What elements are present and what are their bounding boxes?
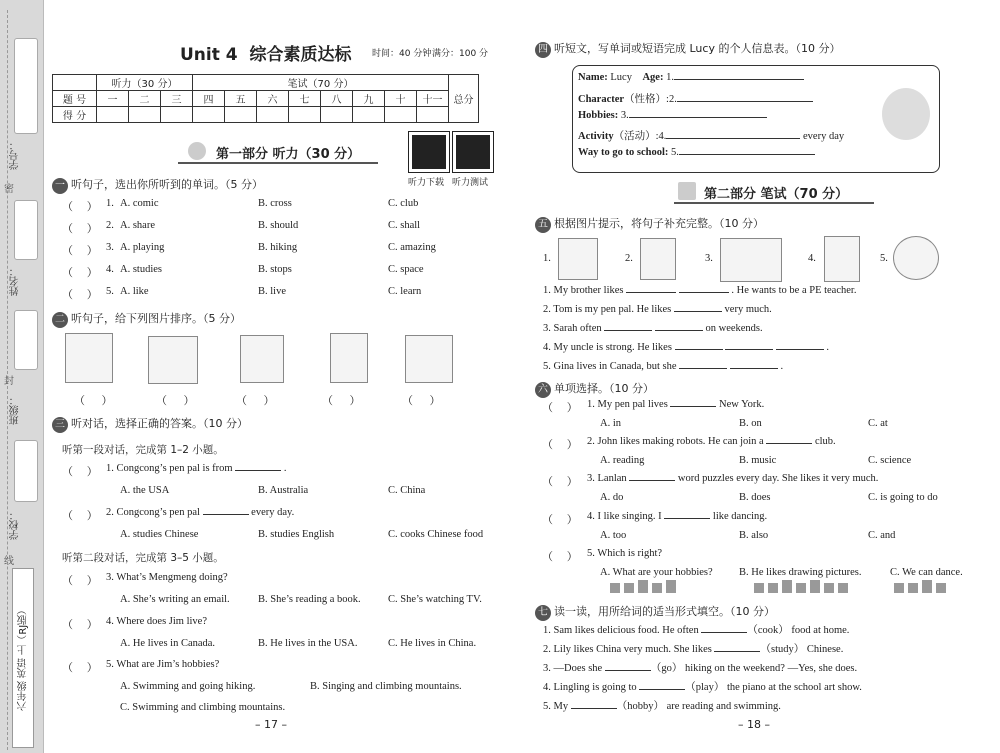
blank-field[interactable] <box>677 101 813 102</box>
student-id-field[interactable] <box>14 38 38 134</box>
question-stem: 3. What’s Mengmeng doing? <box>106 572 228 583</box>
question-stem: 2. Congcong’s pen pal every day. <box>106 507 295 518</box>
picture-man <box>824 236 860 282</box>
option-b: B. should <box>258 220 299 231</box>
option-a: A. share <box>120 220 155 231</box>
option-a: A. studies <box>120 264 162 275</box>
option-a: A. reading <box>600 455 645 466</box>
unit-title: Unit 4 综合素质达标 <box>180 45 352 65</box>
blank-field[interactable] <box>674 79 804 80</box>
option-a: A. What are your hobbies? <box>600 567 713 578</box>
picture-puzzle <box>893 236 939 280</box>
option-c: C. shall <box>388 220 421 231</box>
option-a: A. He lives in Canada. <box>120 638 216 649</box>
option-a: A. She’s writing an email. <box>120 594 230 605</box>
seal-mark: 封 <box>4 376 14 387</box>
decor-squares <box>892 580 948 596</box>
blank-field[interactable] <box>725 349 773 350</box>
school-label: 学校： <box>10 510 21 540</box>
answer-paren[interactable]: （ ） <box>62 619 98 631</box>
blank-field[interactable] <box>679 292 729 293</box>
question-header <box>535 40 840 58</box>
blank-field[interactable] <box>203 514 249 515</box>
option-a: A. too <box>600 530 627 541</box>
blank-field[interactable] <box>235 470 281 471</box>
option-c: C. We can dance. <box>890 567 963 578</box>
answer-paren[interactable]: （ ） <box>156 395 195 407</box>
answer-paren[interactable]: （ ） <box>62 466 98 478</box>
fill-sentence: 4. Lingling is going to （play） the piano at the school art show. <box>543 682 862 693</box>
part2-title: 第二部分 笔试（70 分） <box>704 187 849 202</box>
page-number: – 18 – <box>738 718 770 731</box>
col-num: 十 <box>385 91 417 107</box>
fill-sentence: 5. My （hobby） are reading and swimming. <box>543 701 781 712</box>
picture-label: 5. <box>880 253 888 264</box>
answer-paren[interactable]: （ ） <box>542 551 578 563</box>
fill-sentence: 4. My uncle is strong. He likes . <box>543 342 830 353</box>
fill-sentence: 1. Sam likes delicious food. He often （cook） food at home. <box>543 625 850 636</box>
col-num: 一 <box>97 91 129 107</box>
option-b: B. does <box>739 492 771 503</box>
picture-drawing <box>405 335 453 383</box>
answer-paren[interactable]: （ ） <box>62 245 98 257</box>
answer-paren[interactable]: （ ） <box>542 476 578 488</box>
section-note: 听第二段对话，完成第 3–5 小题。 <box>62 552 224 564</box>
question-number: 一 <box>52 178 68 194</box>
blank-field[interactable] <box>679 154 815 155</box>
option-a: A. like <box>120 286 149 297</box>
seal-mark: 线 <box>4 556 14 567</box>
option-c: C. at <box>868 418 888 429</box>
question-stem: 4. Where does Jim live? <box>106 616 207 627</box>
score-corner <box>53 75 97 91</box>
option-a: A. comic <box>120 198 159 209</box>
answer-paren[interactable]: （ ） <box>542 439 578 451</box>
option-c: C. China <box>388 485 426 496</box>
col-num: 二 <box>129 91 161 107</box>
scroll-icon <box>678 182 696 200</box>
option-b: B. studies English <box>258 529 335 540</box>
item-number: 2. <box>106 220 114 231</box>
school-field[interactable] <box>14 440 38 502</box>
option-c: C. and <box>868 530 896 541</box>
blank-field[interactable] <box>629 480 675 481</box>
col-num: 七 <box>289 91 321 107</box>
score-cell[interactable] <box>129 107 161 123</box>
option-b: B. live <box>258 286 286 297</box>
question-title: 听短文，写单词或短语完成 Lucy 的个人信息表。（10 分） <box>554 42 841 55</box>
blank-field[interactable] <box>629 117 767 118</box>
col-num: 四 <box>193 91 225 107</box>
option-c: C. He lives in China. <box>388 638 477 649</box>
option-a: A. studies Chinese <box>120 529 199 540</box>
qr-label: 听力测试 <box>452 178 489 188</box>
fill-sentence: 2. Tom is my pen pal. He likes very much. <box>543 304 772 315</box>
answer-paren[interactable]: （ ） <box>62 289 98 301</box>
page-number: – 17 – <box>255 718 287 731</box>
student-id-label: 学号： <box>10 140 21 170</box>
blank-field[interactable] <box>639 689 685 690</box>
info-row-character: Character（性格）:2. <box>578 91 813 106</box>
option-b: B. He likes drawing pictures. <box>739 567 862 578</box>
item-number: 1. <box>106 198 114 209</box>
decor-squares <box>752 580 850 596</box>
picture-reading <box>148 336 198 384</box>
question-title: 读一读，用所给词的适当形式填空。（10 分） <box>554 605 775 618</box>
question-header <box>535 380 654 398</box>
blank-field[interactable] <box>670 406 716 407</box>
picture-hiking <box>720 238 782 282</box>
score-cell[interactable] <box>289 107 321 123</box>
col-num: 九 <box>353 91 385 107</box>
option-c: C. science <box>868 455 912 466</box>
question-header <box>52 310 241 328</box>
answer-paren[interactable]: （ ） <box>62 267 98 279</box>
answer-paren[interactable]: （ ） <box>62 662 98 674</box>
answer-paren[interactable]: （ ） <box>236 395 275 407</box>
part2-banner <box>674 180 874 204</box>
question-stem: 3. Lanlan word puzzles every day. She likes it very much. <box>587 473 879 484</box>
option-c: C. learn <box>388 286 422 297</box>
score-cell[interactable] <box>97 107 129 123</box>
blank-field[interactable] <box>655 330 703 331</box>
binding-sidebar <box>0 0 44 753</box>
fill-sentence: 2. Lily likes China very much. She likes （study） Chinese. <box>543 644 844 655</box>
listening-header: 听力（30 分） <box>97 75 193 91</box>
blank-field[interactable] <box>674 311 722 312</box>
blank-field[interactable] <box>626 292 676 293</box>
question-title: 听句子，选出你所听到的单词。（5 分） <box>71 178 263 191</box>
blank-field[interactable] <box>666 138 800 139</box>
question-title: 听对话，选择正确的答案。（10 分） <box>71 417 248 430</box>
option-b: B. cross <box>258 198 292 209</box>
question-stem: 4. I like singing. I like dancing. <box>587 511 768 522</box>
headphone-icon <box>188 142 206 160</box>
picture-ballet <box>65 333 113 383</box>
score-cell[interactable] <box>257 107 289 123</box>
writing-header: 笔试（70 分） <box>193 75 449 91</box>
picture-label: 1. <box>543 253 551 264</box>
question-stem: 1. My pen pal lives New York. <box>587 399 765 410</box>
fill-sentence: 5. Gina lives in Canada, but she . <box>543 361 784 372</box>
row-label: 得 分 <box>53 107 97 123</box>
item-number: 3. <box>106 242 114 253</box>
fill-sentence: 3. Sarah often on weekends. <box>543 323 763 334</box>
score-cell[interactable] <box>385 107 417 123</box>
option-b: B. music <box>739 455 777 466</box>
option-a: A. do <box>600 492 624 503</box>
qr-code-icon[interactable] <box>453 132 493 172</box>
answer-paren[interactable]: （ ） <box>542 514 578 526</box>
score-cell[interactable] <box>225 107 257 123</box>
blank-field[interactable] <box>714 651 760 652</box>
answer-paren[interactable]: （ ） <box>62 510 98 522</box>
answer-paren[interactable]: （ ） <box>62 223 98 235</box>
question-stem: 5. What are Jim’s hobbies? <box>106 659 220 670</box>
option-b: B. stops <box>258 264 292 275</box>
info-row-hobbies: Hobbies: 3. <box>578 110 767 121</box>
info-row-name: Name: Lucy Age: 1. <box>578 72 804 83</box>
class-label: 班级： <box>10 395 21 425</box>
option-b: B. hiking <box>258 242 298 253</box>
total-header: 总分 <box>449 75 479 123</box>
question-number: 四 <box>535 42 551 58</box>
picture-soccer <box>558 238 598 280</box>
option-b: B. Australia <box>258 485 309 496</box>
info-row-activity: Activity（活动）:4. every day <box>578 131 845 142</box>
option-b: B. also <box>739 530 769 541</box>
question-header <box>52 176 263 194</box>
option-a: A. in <box>600 418 621 429</box>
option-b: B. He lives in the USA. <box>258 638 358 649</box>
class-field[interactable] <box>14 310 38 370</box>
option-c: C. amazing <box>388 242 436 253</box>
question-stem: 1. Congcong’s pen pal is from . <box>106 463 287 474</box>
name-field[interactable] <box>14 200 38 260</box>
time-limit: 时间：40 分钟 <box>372 49 432 59</box>
blank-field[interactable] <box>701 632 747 633</box>
option-b: B. on <box>739 418 762 429</box>
row-label: 题 号 <box>53 91 97 107</box>
qr-code-icon[interactable] <box>409 132 449 172</box>
question-header <box>535 603 775 621</box>
blank-field[interactable] <box>605 670 651 671</box>
question-title: 根据图片提示，将句子补充完整。（10 分） <box>554 217 764 230</box>
girl-singing-icon <box>882 88 930 140</box>
col-num: 六 <box>257 91 289 107</box>
blank-field[interactable] <box>766 443 812 444</box>
blank-field[interactable] <box>571 708 617 709</box>
question-stem: 2. John likes making robots. He can join a club. <box>587 436 836 447</box>
answer-paren[interactable]: （ ） <box>402 395 441 407</box>
option-c: C. club <box>388 198 419 209</box>
score-cell[interactable] <box>161 107 193 123</box>
answer-paren[interactable]: （ ） <box>62 575 98 587</box>
blank-field[interactable] <box>776 349 824 350</box>
question-header <box>52 415 248 433</box>
question-number: 六 <box>535 382 551 398</box>
question-stem: 5. Which is right? <box>587 548 663 559</box>
option-c: C. is going to do <box>868 492 938 503</box>
option-b: B. She’s reading a book. <box>258 594 361 605</box>
book-brand: 六年级 英语 上（RJ版） <box>12 568 34 748</box>
seal-mark: 密 <box>4 184 14 195</box>
answer-paren[interactable]: （ ） <box>62 201 98 213</box>
part1-title: 第一部分 听力（30 分） <box>216 147 361 162</box>
question-number: 二 <box>52 312 68 328</box>
picture-climbing <box>330 333 368 383</box>
item-number: 5. <box>106 286 114 297</box>
option-b: B. Singing and climbing mountains. <box>310 681 462 692</box>
answer-paren[interactable]: （ ） <box>542 402 578 414</box>
blank-field[interactable] <box>675 349 723 350</box>
option-a: A. the USA <box>120 485 170 496</box>
col-num: 五 <box>225 91 257 107</box>
question-number: 七 <box>535 605 551 621</box>
col-num: 三 <box>161 91 193 107</box>
score-cell[interactable] <box>193 107 225 123</box>
option-c: C. She’s watching TV. <box>388 594 482 605</box>
question-number: 五 <box>535 217 551 233</box>
question-header <box>535 215 764 233</box>
info-row-way: Way to go to school: 5. <box>578 147 815 158</box>
picture-label: 4. <box>808 253 816 264</box>
item-number: 4. <box>106 264 114 275</box>
score-table <box>52 74 479 123</box>
question-title: 听句子，给下列图片排序。（5 分） <box>71 312 241 325</box>
part1-banner <box>178 140 378 164</box>
question-title: 单项选择。（10 分） <box>554 382 654 395</box>
answer-paren[interactable]: （ ） <box>74 395 113 407</box>
name-label: 姓名： <box>10 266 21 296</box>
option-c: C. space <box>388 264 424 275</box>
option-a: A. Swimming and going hiking. <box>120 681 256 692</box>
score-cell[interactable] <box>353 107 385 123</box>
col-num: 十一 <box>417 91 449 107</box>
option-a: A. playing <box>120 242 165 253</box>
option-c: C. Swimming and climbing mountains. <box>120 702 286 713</box>
picture-label: 2. <box>625 253 633 264</box>
qr-label: 听力下载 <box>408 178 445 188</box>
fill-sentence: 1. My brother likes . He wants to be a PE teacher. <box>543 285 857 296</box>
full-score: 满分：100 分 <box>432 49 489 59</box>
score-cell[interactable] <box>417 107 449 123</box>
col-num: 八 <box>321 91 353 107</box>
blank-field[interactable] <box>604 330 652 331</box>
picture-label: 3. <box>705 253 713 264</box>
blank-field[interactable] <box>679 368 727 369</box>
question-number: 三 <box>52 417 68 433</box>
blank-field[interactable] <box>730 368 778 369</box>
decor-squares <box>608 580 678 596</box>
answer-paren[interactable]: （ ） <box>322 395 361 407</box>
picture-girl <box>240 335 284 383</box>
option-c: C. cooks Chinese food <box>388 529 484 540</box>
blank-field[interactable] <box>664 518 710 519</box>
score-cell[interactable] <box>321 107 353 123</box>
fill-sentence: 3. —Does she （go） hiking on the weekend? —Yes, she does. <box>543 663 858 674</box>
section-note: 听第一段对话，完成第 1–2 小题。 <box>62 444 224 456</box>
picture-boy <box>640 238 676 280</box>
